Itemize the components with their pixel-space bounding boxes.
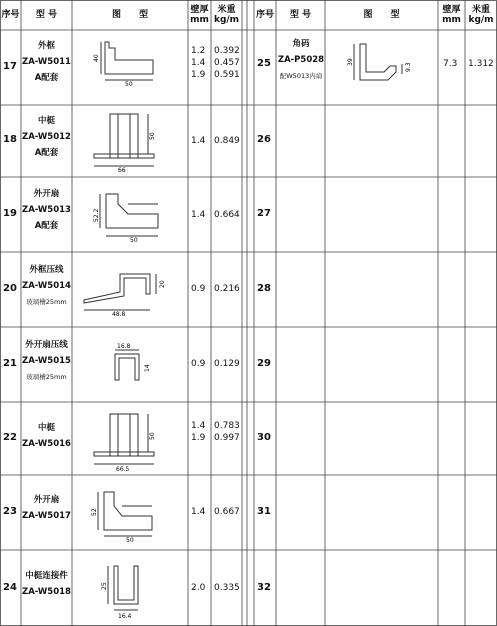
dim-label: 25 bbox=[101, 582, 108, 590]
thickness-values: 1.4 bbox=[191, 136, 206, 146]
model-name: 中梃连接件 ZA-W5018 bbox=[22, 571, 71, 597]
row-number: 26 bbox=[257, 134, 271, 145]
dim-label: 48.8 bbox=[112, 311, 126, 316]
dim-label: 66.5 bbox=[116, 466, 130, 472]
profile-drawing bbox=[340, 38, 420, 88]
dim-label: 20 bbox=[159, 280, 166, 288]
row-number: 28 bbox=[257, 283, 271, 294]
profile-drawing bbox=[88, 110, 183, 172]
profile-drawing bbox=[85, 38, 185, 88]
model-name: 外开扇 ZA-W5017 bbox=[22, 495, 71, 521]
header-figure: 图 型 bbox=[111, 10, 148, 20]
weight-values: 0.129 bbox=[214, 359, 240, 369]
row-number: 19 bbox=[3, 208, 17, 219]
dim-label: 16.8 bbox=[117, 343, 131, 350]
weight-values: 1.312 bbox=[468, 59, 494, 69]
header-figure-right: 图 型 bbox=[363, 10, 400, 20]
row-number: 23 bbox=[3, 506, 17, 517]
header-thickness: 壁厚 mm bbox=[190, 5, 209, 25]
row-number: 25 bbox=[257, 58, 271, 69]
model-name: 外框 ZA-W5011 A配套 bbox=[22, 41, 71, 83]
profile-drawing bbox=[86, 486, 181, 544]
row-number: 24 bbox=[3, 582, 17, 593]
weight-values: 0.783 0.997 bbox=[214, 421, 240, 443]
dim-label: 52.2 bbox=[93, 208, 100, 222]
row-number: 17 bbox=[3, 61, 17, 72]
model-name: 角码 ZA-P5028 配W5013内扇 bbox=[277, 39, 325, 80]
profile-drawing bbox=[88, 186, 183, 244]
row-number: 21 bbox=[3, 358, 17, 369]
header-seq: 序号 bbox=[1, 10, 20, 20]
row-number: 27 bbox=[257, 208, 271, 219]
header-model-right: 型 号 bbox=[289, 10, 312, 20]
weight-values: 0.664 bbox=[214, 210, 240, 220]
weight-values: 0.392 0.457 0.591 bbox=[214, 46, 240, 80]
row-number: 22 bbox=[3, 432, 17, 443]
header-seq-right: 序号 bbox=[255, 10, 274, 20]
row-number: 20 bbox=[3, 283, 17, 294]
profile-drawing bbox=[80, 266, 185, 316]
thickness-values: 0.9 bbox=[191, 284, 206, 294]
profile-drawing bbox=[105, 342, 165, 387]
header-thickness-right: 壁厚 mm bbox=[442, 5, 461, 25]
thickness-values: 2.0 bbox=[191, 583, 206, 593]
dim-label: 50 bbox=[149, 132, 156, 140]
dim-label: 52 bbox=[91, 508, 98, 516]
dim-label: 14 bbox=[144, 364, 151, 372]
dim-label: 66 bbox=[118, 167, 126, 172]
header-weight: 米重 kg/m bbox=[213, 5, 240, 25]
header-weight-right: 米重 kg/m bbox=[468, 5, 494, 25]
model-name: 中梃 ZA-W5016 bbox=[22, 423, 71, 449]
thickness-values: 7.3 bbox=[443, 59, 458, 69]
dim-label: 50 bbox=[130, 237, 138, 244]
thickness-values: 1.4 bbox=[191, 210, 206, 220]
dim-label: 39 bbox=[347, 58, 354, 66]
dim-label: 16.4 bbox=[118, 613, 132, 620]
thickness-values: 0.9 bbox=[191, 359, 206, 369]
thickness-values: 1.4 1.9 bbox=[191, 421, 206, 443]
model-name: 外框压线 ZA-W5014 玻璃槽25mm bbox=[22, 265, 71, 306]
weight-values: 0.335 bbox=[214, 583, 240, 593]
row-number: 29 bbox=[257, 358, 271, 369]
row-number: 18 bbox=[3, 134, 17, 145]
dim-label: 50 bbox=[149, 432, 156, 440]
row-number: 31 bbox=[257, 506, 271, 517]
row-number: 30 bbox=[257, 432, 271, 443]
weight-values: 0.849 bbox=[214, 136, 240, 146]
dim-label: 9.3 bbox=[405, 62, 412, 72]
profile-drawing bbox=[88, 406, 183, 472]
thickness-values: 1.2 1.4 1.9 bbox=[191, 46, 206, 80]
thickness-values: 1.4 bbox=[191, 507, 206, 517]
dim-label: 50 bbox=[125, 81, 133, 88]
dim-label: 50 bbox=[126, 537, 134, 544]
header-model: 型 号 bbox=[35, 10, 58, 20]
profile-drawing bbox=[98, 560, 158, 622]
dim-label: 40 bbox=[93, 54, 100, 62]
row-number: 32 bbox=[257, 582, 271, 593]
weight-values: 0.216 bbox=[214, 284, 240, 294]
weight-values: 0.667 bbox=[214, 507, 240, 517]
model-name: 外开扇压线 ZA-W5015 玻璃槽25mm bbox=[22, 340, 71, 381]
model-name: 中梃 ZA-W5012 A配套 bbox=[22, 116, 71, 158]
model-name: 外开扇 ZA-W5013 A配套 bbox=[22, 189, 71, 231]
